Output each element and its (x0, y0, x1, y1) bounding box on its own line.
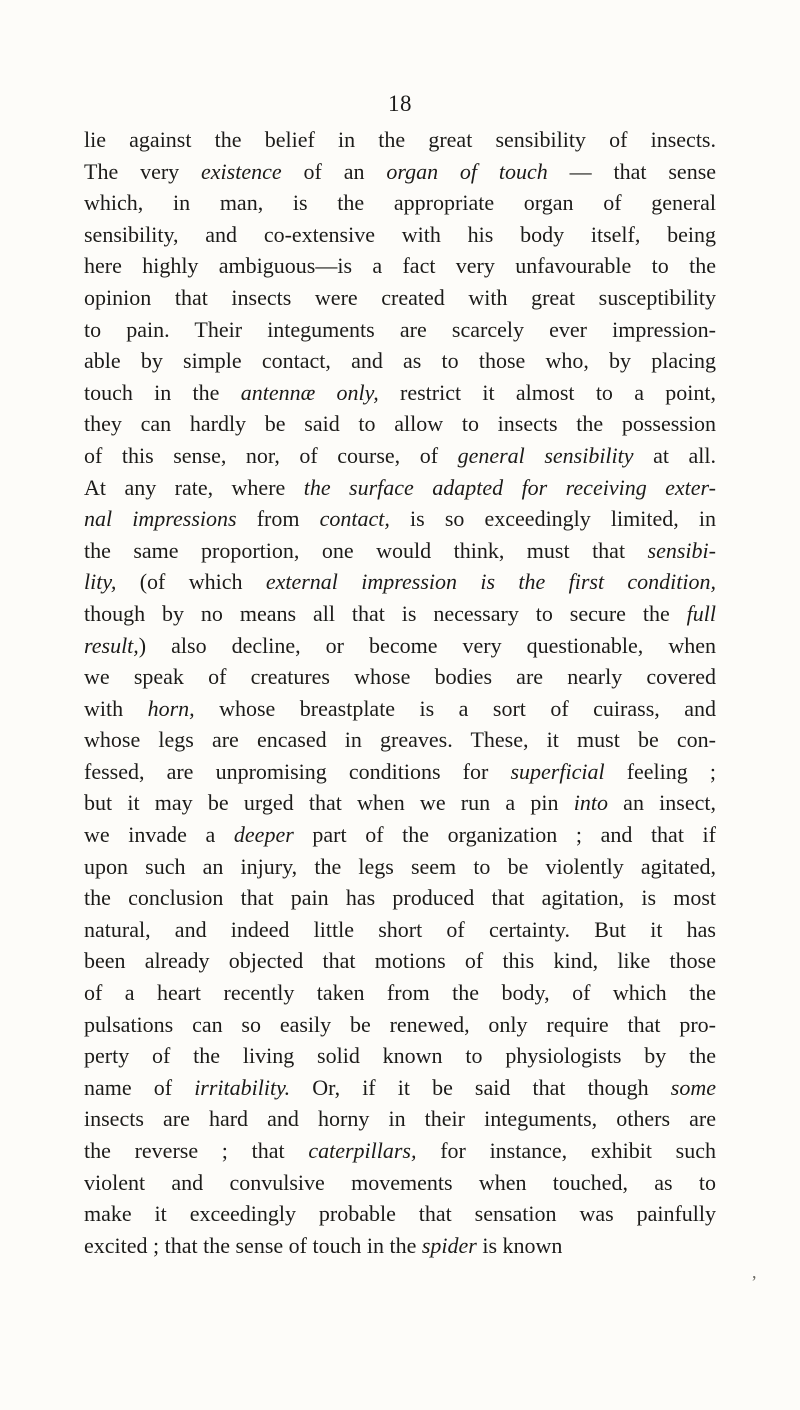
text-line (84, 661, 716, 693)
italic-text: sensibi- (647, 537, 716, 563)
text-run: for instance, exhibit such (416, 1138, 716, 1163)
text-run: part of the organization ; and that if (293, 822, 716, 848)
text-run: — that sense (547, 158, 716, 184)
text-run: the reverse ; that (84, 1138, 309, 1163)
text-run: At any rate, where (84, 474, 304, 500)
italic-text: superficial (510, 758, 605, 784)
italic-text: result, (84, 632, 139, 658)
text-run: sensibility, and co-extensive with his body itself, being (84, 221, 716, 247)
text-line (84, 598, 716, 630)
text-run: of this sense, nor, of course, of (84, 442, 458, 468)
text-run: here highly ambiguous—is a fact very unfavourable to the (84, 253, 716, 279)
text-line (84, 851, 716, 883)
italic-text: nal impressions (84, 506, 237, 532)
text-line (84, 535, 716, 567)
text-run: name of (84, 1074, 195, 1100)
text-run: (of which (116, 569, 266, 595)
italic-text: horn, (147, 695, 195, 721)
text-run: to pain. Their integuments are scarcely ever impression- (84, 316, 716, 342)
text-line (84, 819, 716, 851)
text-run: though by no means all that is necessary to secure the (84, 600, 687, 626)
text-line (84, 724, 716, 756)
italic-text: organ of touch (386, 158, 548, 184)
text-run: which, in man, is the appropriate organ of general (84, 190, 716, 216)
text-line (84, 250, 716, 282)
text-line (84, 1135, 716, 1167)
italic-text: general sensibility (457, 442, 634, 468)
italic-text: lity, (84, 569, 117, 595)
italic-text: the surface adapted for receiving exter- (303, 474, 716, 500)
text-run: restrict it almost to a point, (378, 379, 716, 405)
text-line (84, 377, 716, 409)
body-text (84, 124, 716, 1261)
italic-text: spider (421, 1232, 477, 1258)
italic-text: existence (201, 158, 282, 184)
text-run: make it exceedingly probable that sensation was painfully (84, 1201, 716, 1227)
text-line (84, 945, 716, 977)
text-run: perty of the living solid known to physiologists by the (84, 1043, 716, 1069)
text-run: the same proportion, one would think, must that (84, 537, 648, 563)
text-run: opinion that insects were created with great susceptibility (84, 284, 716, 310)
text-line (84, 314, 716, 346)
text-run: Or, if it be said that though (290, 1074, 671, 1100)
text-line (84, 124, 716, 156)
text-line (84, 882, 716, 914)
text-run: The very (84, 158, 202, 184)
text-line (84, 787, 716, 819)
text-line (84, 187, 716, 219)
text-run: insects are hard and horny in their integuments, others are (84, 1106, 716, 1132)
text-run: natural, and indeed little short of certainty. But it has (84, 916, 716, 942)
text-run: able by simple contact, and as to those who, by placing (84, 348, 716, 374)
italic-text: full (686, 600, 716, 626)
text-line (84, 693, 716, 725)
italic-text: antennæ only, (240, 379, 379, 405)
text-run: we invade a (84, 822, 234, 848)
text-line (84, 1009, 716, 1041)
text-line (84, 756, 716, 788)
text-run: we speak of creatures whose bodies are nearly covered (84, 664, 716, 690)
text-run: but it may be urged that when we run a pin (84, 790, 574, 816)
text-line (84, 156, 716, 188)
text-line (84, 630, 716, 662)
text-run: touch in the (84, 379, 241, 405)
text-run: excited ; that the sense of touch in the (84, 1232, 422, 1258)
text-run: from (236, 506, 320, 532)
italic-text: into (573, 790, 608, 816)
text-run: is so exceedingly limited, in (389, 506, 716, 532)
text-line (84, 1230, 716, 1262)
text-run: the conclusion that pain has produced that agitation, is most (84, 885, 716, 911)
italic-text: deeper (233, 822, 294, 848)
page-number: 18 (388, 91, 412, 116)
text-line (84, 977, 716, 1009)
text-line (84, 472, 716, 504)
text-run: lie against the belief in the great sensibility of insects. (84, 127, 716, 152)
text-line (84, 440, 716, 472)
italic-text: contact, (319, 506, 390, 532)
text-line (84, 1167, 716, 1199)
italic-text: external impression is the first condition, (265, 569, 716, 595)
text-run: been already objected that motions of this kind, like those (84, 948, 716, 974)
text-run: pulsations can so easily be renewed, only require that pro- (84, 1011, 716, 1037)
text-line (84, 219, 716, 251)
text-run: feeling ; (604, 758, 716, 784)
text-run: is known (476, 1232, 563, 1258)
text-line (84, 345, 716, 377)
text-line (84, 282, 716, 314)
italic-text: caterpillars, (308, 1138, 417, 1163)
text-run: an insect, (607, 790, 716, 816)
margin-mark: , (752, 1262, 757, 1282)
italic-text: some (670, 1074, 716, 1100)
text-run: fessed, are unpromising conditions for (84, 758, 511, 784)
text-run: ) also decline, or become very questionable, when (138, 632, 716, 658)
text-line (84, 503, 716, 535)
text-line (84, 566, 716, 598)
text-run: with (84, 695, 148, 721)
text-run: violent and convulsive movements when touched, as to (84, 1169, 716, 1195)
text-run: of a heart recently taken from the body, of which the (84, 980, 716, 1006)
text-run: they can hardly be said to allow to insects the possession (84, 411, 716, 437)
italic-text: irritability. (194, 1074, 291, 1100)
text-run: whose legs are encased in greaves. These, it must be con- (84, 727, 716, 753)
text-run: at all. (633, 442, 716, 468)
text-line (84, 1103, 716, 1135)
text-line (84, 1040, 716, 1072)
text-run: whose breastplate is a sort of cuirass, and (194, 695, 716, 721)
text-line (84, 914, 716, 946)
text-run: of an (281, 158, 387, 184)
text-line (84, 1072, 716, 1104)
text-line (84, 1198, 716, 1230)
text-run: upon such an injury, the legs seem to be violently agitated, (84, 853, 716, 879)
text-line (84, 408, 716, 440)
